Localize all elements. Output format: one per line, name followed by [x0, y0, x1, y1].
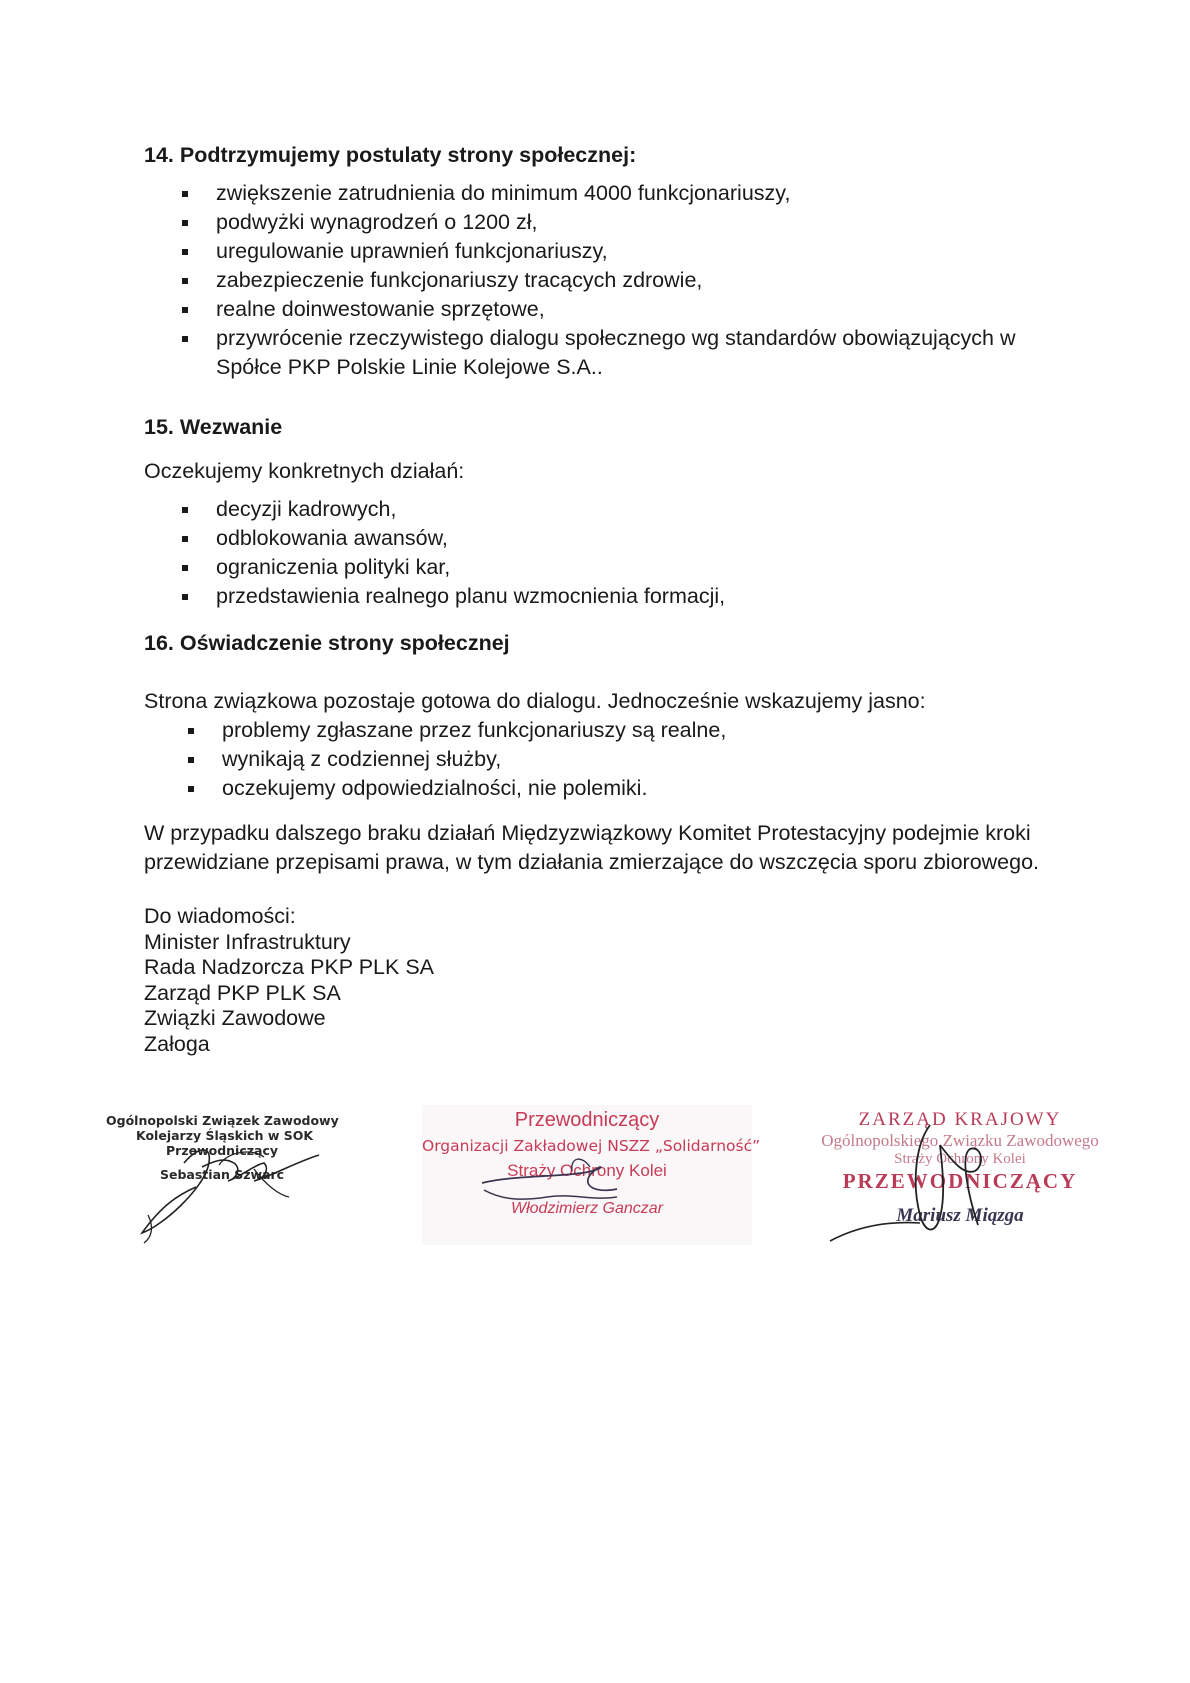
- stamp-line: Organizacji Zakładowej NSZZ „Solidarność”: [422, 1137, 761, 1155]
- stamp-line: Straży Ochrony Kolei: [894, 1151, 1026, 1167]
- section-15-intro: Oczekujemy konkretnych działań:: [144, 459, 465, 483]
- list-item: przedstawienia realnego planu wzmocnienia formacji,: [144, 582, 1064, 611]
- section-15: [144, 413, 1064, 611]
- recipient: Rada Nadzorcza PKP PLK SA: [144, 955, 435, 979]
- recipient: Związki Zawodowe: [144, 1006, 326, 1030]
- stamp-line: Przewodniczący: [514, 1109, 660, 1131]
- section-16-intro: Strona związkowa pozostaje gotowa do dialogu. Jednocześnie wskazujemy jasno:: [144, 689, 926, 713]
- list-item: wynikają z codziennej służby,: [144, 745, 1064, 774]
- stamp-line: Kolejarzy Śląskich w SOK: [136, 1128, 314, 1143]
- stamp-line: PRZEWODNICZĄCY: [842, 1169, 1078, 1193]
- section-14: [144, 141, 1064, 382]
- section-16-list: [144, 716, 1064, 803]
- list-item: oczekujemy odpowiedzialności, nie polemiki.: [144, 774, 1064, 803]
- distribution-heading: Do wiadomości:: [144, 904, 296, 928]
- list-item: zwiększenie zatrudnienia do minimum 4000 funkcjonariuszy,: [144, 179, 1064, 208]
- signature-stamp-3: [790, 1105, 1130, 1245]
- stamp-line: ZARZĄD KRAJOWY: [858, 1109, 1062, 1130]
- list-item: przywrócenie rzeczywistego dialogu społecznego wg standardów obowiązujących w Spółce PKP Polskie Linie Kolejowe S.A..: [144, 324, 1064, 382]
- section-15-list: [144, 495, 1064, 611]
- list-item: zabezpieczenie funkcjonariuszy tracących zdrowie,: [144, 266, 1064, 295]
- stamp-line: Sebastian Szwarc: [160, 1167, 285, 1182]
- list-item: podwyżki wynagrodzeń o 1200 zł,: [144, 208, 1064, 237]
- stamp-line: Przewodniczący: [166, 1143, 279, 1158]
- section-16-closing: W przypadku dalszego braku działań Międzyzwiązkowy Komitet Protestacyjny podejmie kroki przewidziane przepisami prawa, w tym działania zmierzające do wszczęcia sporu zbiorowego.: [144, 821, 1040, 874]
- section-16-heading: 16. Oświadczenie strony społecznej: [144, 631, 510, 655]
- signature-stamp-2: [422, 1105, 761, 1245]
- list-item: problemy zgłaszane przez funkcjonariuszy są realne,: [144, 716, 1064, 745]
- section-15-heading: 15. Wezwanie: [144, 415, 283, 439]
- list-item: uregulowanie uprawnień funkcjonariuszy,: [144, 237, 1064, 266]
- recipient: Zarząd PKP PLK SA: [144, 980, 341, 1005]
- stamp-line: Mariusz Miązga: [896, 1205, 1024, 1226]
- distribution-list: [144, 904, 1064, 1057]
- signature-stamp-1: [104, 1105, 354, 1245]
- section-16: [144, 629, 1064, 877]
- stamp-line: Ogólnopolskiego Związku Zawodowego: [821, 1131, 1099, 1150]
- list-item: odblokowania awansów,: [144, 524, 1064, 553]
- stamp-line: Ogólnopolski Związek Zawodowy: [106, 1113, 339, 1128]
- recipient: Załoga: [144, 1031, 210, 1056]
- list-item: ograniczenia polityki kar,: [144, 553, 1064, 582]
- section-14-list: [144, 179, 1064, 382]
- list-item: realne doinwestowanie sprzętowe,: [144, 295, 1064, 324]
- handwritten-signature-1: [104, 1105, 354, 1245]
- handwritten-signature-3: [790, 1105, 1130, 1245]
- stamp-line: Straży Ochrony Kolei: [507, 1161, 667, 1180]
- list-item: decyzji kadrowych,: [144, 495, 1064, 524]
- recipient: Minister Infrastruktury: [144, 929, 351, 954]
- stamp-line: Włodzimierz Ganczar: [510, 1200, 664, 1217]
- section-14-heading: 14. Podtrzymujemy postulaty strony społecznej:: [144, 143, 637, 167]
- handwritten-signature-2: [422, 1105, 761, 1245]
